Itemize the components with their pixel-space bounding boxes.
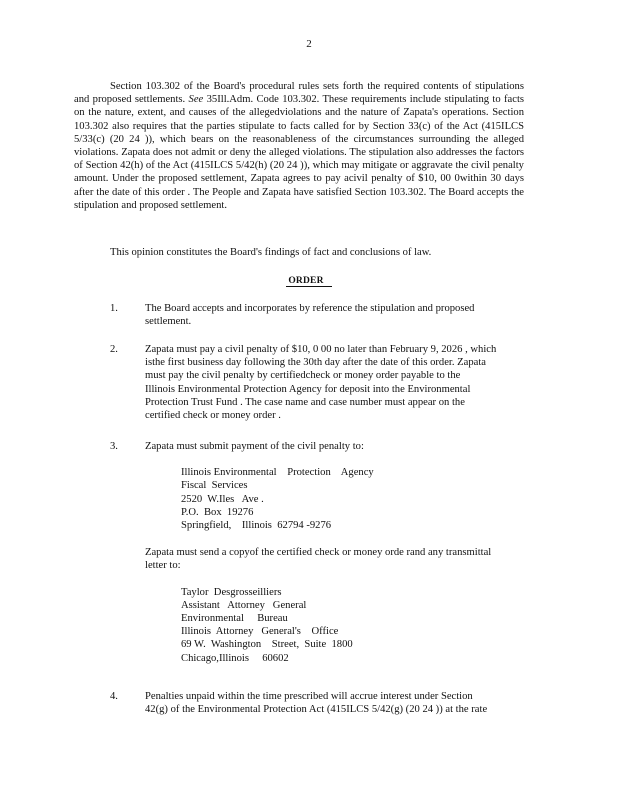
intro-line: include stipulating to facts on the nature, extent, and causes of the allegedviolations and the bbox=[74, 94, 525, 119]
intro-paragraph bbox=[74, 80, 524, 212]
order-line: The Board accepts and incorporates by reference the stipulation and proposed bbox=[145, 303, 475, 314]
address-line: Chicago,Illinois 60602 bbox=[181, 652, 289, 664]
intro-line: 35Ill.Adm. Code 103.302. These requirements bbox=[206, 94, 407, 106]
order-heading bbox=[0, 275, 618, 288]
order-item-1 bbox=[110, 302, 525, 328]
intro-line: or deny the alleged violations. The stipulation also addresses the factors of Section 42(h) of the bbox=[74, 147, 524, 172]
opinion-statement: This opinion constitutes the Board's findings of fact and conclusions of law. bbox=[110, 247, 432, 258]
intro-line: accepts the stipulation and proposed settlement. bbox=[74, 186, 525, 211]
order-line: Illinois Environmental Protection Agency for deposit into the Environmental bbox=[145, 383, 471, 395]
order-item-3 bbox=[110, 440, 525, 665]
copy-instruction bbox=[145, 546, 525, 572]
order-item-number: 1. bbox=[110, 303, 118, 314]
order-item-text bbox=[145, 440, 525, 665]
citation-signal: See bbox=[188, 94, 204, 106]
intro-line: after the date of this order . The People and Zapata have satisfied Section 103.302. The Board bbox=[74, 186, 475, 198]
order-line: 42(g) of the Environmental Protection Act (415ILCS 5/42(g) (20 24 )) at the rate bbox=[145, 704, 488, 716]
intro-line: reasonableness of the circumstances surrounding the alleged violations. Zapata does not admit bbox=[74, 133, 524, 159]
order-item-number: 3. bbox=[110, 441, 118, 452]
attorney-address bbox=[181, 586, 525, 665]
order-item-number: 2. bbox=[110, 344, 118, 355]
order-line: Penalties unpaid within the time prescribed will accrue interest under Section bbox=[145, 691, 473, 702]
intro-line: stipulations and proposed settlements. bbox=[74, 81, 524, 106]
order-item-number: 4. bbox=[110, 691, 118, 702]
address-line: Assistant Attorney General bbox=[181, 599, 307, 611]
intro-line: nature of Zapata's operations. Section 103.302 also requires that the parties stipulate to facts bbox=[74, 107, 524, 132]
intro-line: Under the proposed settlement, Zapata agrees to pay acivil penalty of $10, 00 0within 30 days bbox=[111, 173, 524, 185]
order-line: Zapata must pay a civil penalty of $10, 0 00 no later than February 9, 2026 , which bbox=[145, 344, 497, 355]
payment-address bbox=[181, 466, 525, 532]
address-line: 2520 W.Iles Ave . bbox=[181, 493, 264, 505]
address-line: Fiscal Services bbox=[181, 480, 248, 492]
address-line: 69 W. Washington Street, Suite 1800 bbox=[181, 639, 353, 651]
order-line: Protection Trust Fund . The case name and case number must appear on the bbox=[145, 396, 465, 408]
order-line: settlement. bbox=[145, 316, 192, 328]
address-line: Illinois Environmental Protection Agency bbox=[181, 467, 374, 479]
order-line: letter to: bbox=[145, 560, 181, 572]
intro-line: Act (415ILCS 5/42(h) (20 24 )), which may mitigate or aggravate the civil penalty amount. bbox=[74, 160, 524, 185]
order-line: must pay the civil penalty by certifiedcheck or money order payable to the bbox=[145, 370, 461, 382]
address-line: Taylor Desgrosseilliers bbox=[181, 586, 282, 598]
page-number: 2 bbox=[306, 38, 312, 50]
intro-line: called for by Section 33(c) of the Act (415ILCS 5/33(c) (20 24 )), which bears on the bbox=[74, 120, 525, 145]
order-item-text bbox=[145, 343, 525, 422]
order-line: Zapata must submit payment of the civil penalty to: bbox=[145, 441, 364, 452]
order-line: Zapata must send a copyof the certified check or money orde rand any transmittal bbox=[145, 547, 492, 559]
intro-line: Section 103.302 of the Board's procedural rules sets forth the required contents of bbox=[110, 81, 472, 92]
address-line: Environmental Bureau bbox=[181, 613, 288, 625]
order-heading-text: ORDER bbox=[286, 276, 331, 287]
order-item-4 bbox=[110, 690, 525, 716]
order-line: isthe first business day following the 30th day after the date of this order. Zapata bbox=[145, 357, 486, 369]
order-item-text bbox=[145, 302, 525, 328]
address-line: P.O. Box 19276 bbox=[181, 506, 254, 518]
address-line: Springfield, Illinois 62794 -9276 bbox=[181, 520, 332, 532]
intro-text bbox=[74, 80, 524, 212]
order-item-2 bbox=[110, 343, 525, 422]
order-item-text bbox=[145, 690, 525, 716]
address-line: Illinois Attorney General's Office bbox=[181, 626, 339, 638]
order-line: certified check or money order . bbox=[145, 410, 281, 422]
